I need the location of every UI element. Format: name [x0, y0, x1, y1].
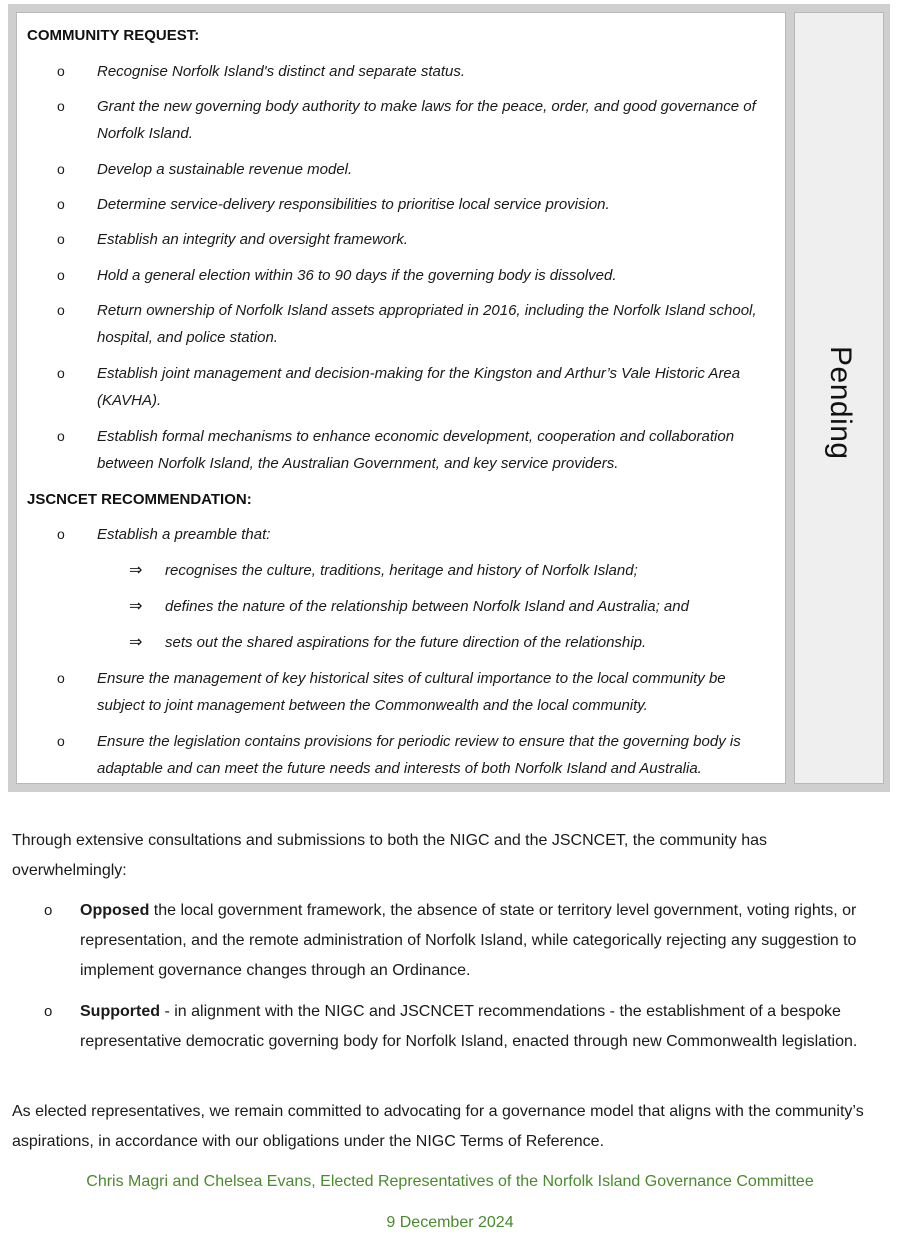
sub-list-item: ⇒ recognises the culture, traditions, heritage and history of Norfolk Island; — [129, 557, 769, 584]
arrow-icon: ⇒ — [129, 634, 143, 651]
point-label: Opposed — [80, 902, 150, 919]
list-item: o Grant the new governing body authority to make laws for the peace, order, and good governance of Norfolk Island. — [57, 98, 756, 142]
list-item: o Establish formal mechanisms to enhance economic development, cooperation and collaboration between Norfolk Island, the Australian Government, and key service providers. — [57, 428, 735, 472]
list-item: o Determine service-delivery responsibilities to prioritise local service provision. — [57, 196, 610, 213]
jscncet-heading: JSCNCET RECOMMENDATION: — [27, 491, 252, 508]
point-opposed: o Opposed the local government framework, the absence of state or territory level government, voting rights, or representation, and the remote administration of Norfolk Island, while categorically rejecting any suggestion to implement governance changes through an Ordinance. — [44, 902, 857, 979]
request-cell — [16, 12, 786, 784]
list-item: o Establish joint management and decision-making for the Kingston and Arthur’s Vale Historic Area (KAVHA). — [57, 365, 741, 409]
list-item: o Establish a preamble that: — [57, 526, 271, 543]
date: 9 December 2024 — [386, 1214, 514, 1231]
sub-list-item: ⇒ sets out the shared aspirations for the future direction of the relationship. — [129, 629, 769, 656]
list-item: o Ensure the legislation contains provisions for periodic review to ensure that the governing body is adaptable and can meet the future needs and interests of both Norfolk Island and Australia. — [57, 733, 741, 777]
closing-paragraph: As elected representatives, we remain committed to advocating for a governance model that aligns with the community’s aspirations, in accordance with our obligations under the NIGC Terms of Reference. — [12, 1103, 864, 1150]
list-item: o Hold a general election within 36 to 90 days if the governing body is dissolved. — [57, 267, 617, 284]
signature: Chris Magri and Chelsea Evans, Elected Representatives of the Norfolk Island Governance Committee — [86, 1173, 814, 1190]
sub-list-item: ⇒ defines the nature of the relationship between Norfolk Island and Australia; and — [129, 593, 769, 620]
point-label: Supported — [80, 1003, 160, 1020]
list-item: o Ensure the management of key historical sites of cultural importance to the local community be subject to joint management between the Commonwealth and the local community. — [57, 670, 726, 714]
list-item: o Establish an integrity and oversight framework. — [57, 231, 408, 248]
list-item: o Recognise Norfolk Island's distinct and separate status. — [57, 63, 466, 80]
intro-paragraph: Through extensive consultations and submissions to both the NIGC and the JSCNCET, the community has overwhelmingly: — [12, 832, 768, 879]
community-request-heading: COMMUNITY REQUEST: — [27, 27, 200, 44]
list-item: o Develop a sustainable revenue model. — [57, 161, 353, 178]
status-table — [8, 4, 890, 792]
status-label: Pending — [824, 346, 857, 460]
arrow-icon: ⇒ — [129, 598, 143, 615]
point-supported: o Supported - in alignment with the NIGC and JSCNCET recommendations - the establishment of a bespoke representative democratic governing body for Norfolk Island, enacted through new Commonwealth legislation. — [44, 1003, 858, 1050]
status-cell — [794, 12, 884, 784]
arrow-icon: ⇒ — [129, 562, 143, 579]
list-item: o Return ownership of Norfolk Island assets appropriated in 2016, including the Norfolk Island school, hospital, and police station. — [57, 302, 757, 346]
